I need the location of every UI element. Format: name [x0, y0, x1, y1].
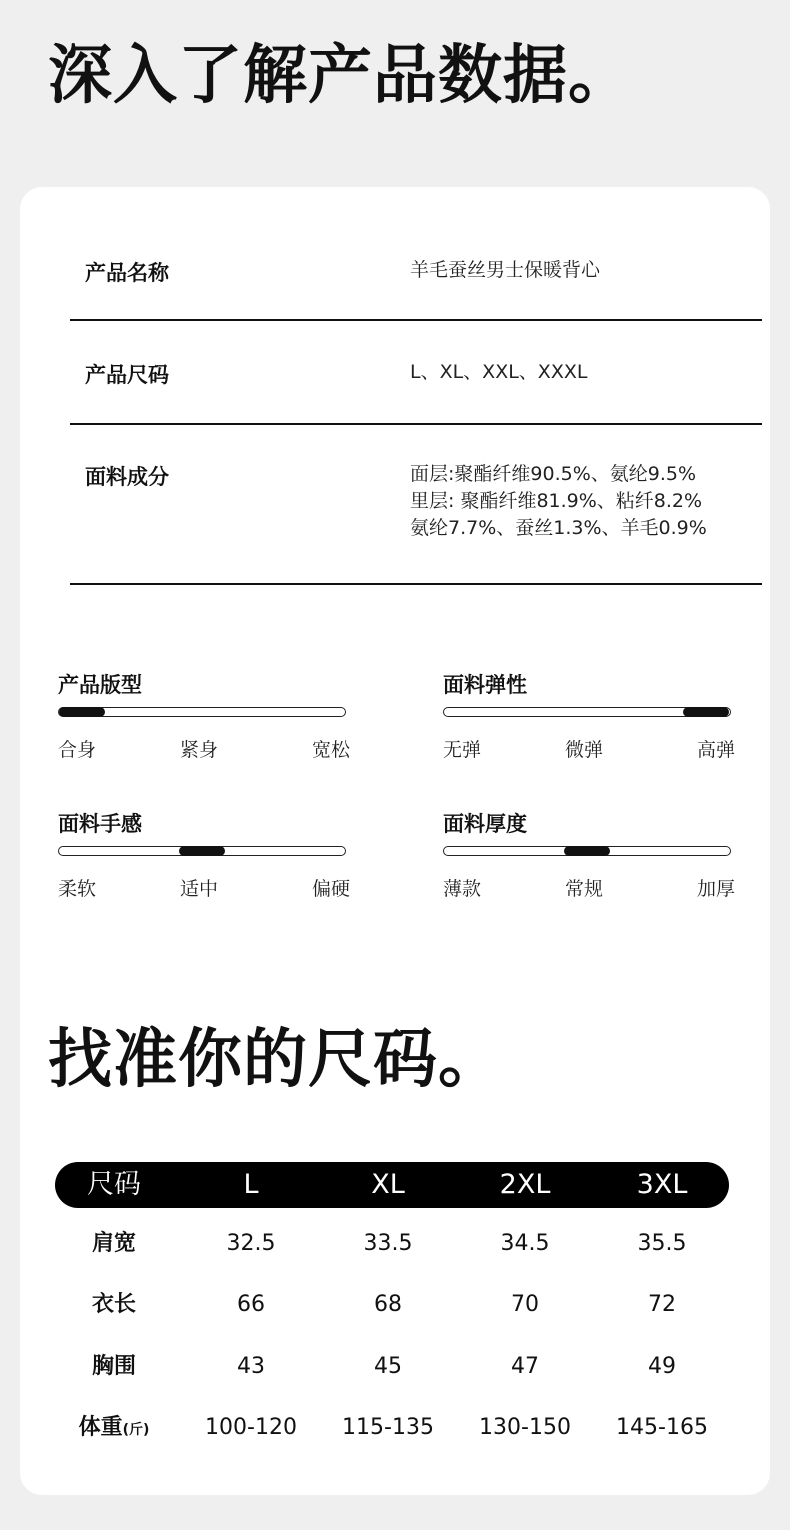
fabric-line: 面层:聚酯纤维90.5%、氨纶9.5% — [410, 463, 697, 485]
attribute-label: 微弹 — [565, 739, 604, 761]
table-cell: 47 — [511, 1354, 539, 1379]
row-label: 衣长 — [91, 1292, 137, 1317]
table-cell: 32.5 — [226, 1231, 276, 1256]
attribute-track — [443, 707, 731, 717]
row-label-text: 体重 — [78, 1415, 123, 1440]
table-cell: 72 — [648, 1292, 676, 1317]
row-label: 胸围 — [91, 1354, 137, 1379]
attribute-title: 面料厚度 — [443, 812, 527, 836]
attribute-label: 偏硬 — [311, 878, 350, 900]
info-value-fabric — [410, 461, 707, 542]
attribute-label: 紧身 — [180, 739, 219, 761]
row-label: 肩宽 — [91, 1231, 137, 1256]
table-row — [55, 1413, 729, 1443]
info-label: 产品尺码 — [85, 363, 169, 387]
find-size-heading: 找准你的尺码。 — [48, 1023, 503, 1097]
divider — [70, 319, 762, 321]
fabric-line: 里层: 聚酯纤维81.9%、粘纤8.2% — [410, 490, 703, 512]
attribute-title: 面料手感 — [58, 812, 142, 836]
attribute-label: 宽松 — [311, 739, 350, 761]
attribute-label: 柔软 — [58, 878, 97, 900]
attribute-title: 面料弹性 — [443, 673, 527, 697]
table-row — [55, 1352, 729, 1382]
size-header-cell: 2XL — [499, 1169, 551, 1200]
info-value: L、XL、XXL、XXXL — [410, 361, 588, 383]
size-header-cell: L — [243, 1169, 259, 1200]
row-label-unit: (斤) — [122, 1422, 150, 1438]
attribute-track — [58, 707, 346, 717]
divider — [70, 583, 762, 585]
fabric-line: 氨纶7.7%、蚕丝1.3%、羊毛0.9% — [410, 517, 707, 539]
attribute-indicator — [564, 846, 610, 856]
table-cell: 70 — [511, 1292, 539, 1317]
table-cell: 34.5 — [500, 1231, 550, 1256]
attribute-track — [443, 846, 731, 856]
table-cell: 66 — [237, 1292, 265, 1317]
attribute-label: 加厚 — [696, 878, 735, 900]
attribute-indicator — [683, 707, 729, 717]
size-header-cell: 尺码 — [87, 1169, 141, 1200]
table-cell: 33.5 — [363, 1231, 413, 1256]
attribute-indicator — [59, 707, 105, 717]
attribute-track — [58, 846, 346, 856]
table-cell: 115-135 — [342, 1415, 434, 1440]
table-cell: 35.5 — [637, 1231, 687, 1256]
attribute-label: 适中 — [180, 878, 219, 900]
table-row — [55, 1290, 729, 1320]
table-cell: 45 — [374, 1354, 402, 1379]
divider — [70, 423, 762, 425]
info-label: 产品名称 — [85, 261, 169, 285]
info-value: 羊毛蚕丝男士保暖背心 — [410, 259, 601, 281]
attribute-label: 高弹 — [696, 739, 735, 761]
size-header-cell: XL — [371, 1169, 405, 1200]
attribute-label: 无弹 — [443, 739, 482, 761]
attribute-label: 合身 — [58, 739, 97, 761]
table-cell: 49 — [648, 1354, 676, 1379]
attribute-title: 产品版型 — [58, 673, 142, 697]
size-table-header — [55, 1162, 729, 1208]
attribute-label: 常规 — [565, 878, 604, 900]
attribute-indicator — [179, 846, 225, 856]
row-label — [79, 1413, 150, 1445]
attribute-label: 薄款 — [443, 878, 482, 900]
table-row — [55, 1229, 729, 1259]
table-cell: 43 — [237, 1354, 265, 1379]
table-cell: 100-120 — [205, 1415, 297, 1440]
table-cell: 130-150 — [479, 1415, 571, 1440]
table-cell: 68 — [374, 1292, 402, 1317]
size-header-cell: 3XL — [636, 1169, 688, 1200]
info-label: 面料成分 — [85, 465, 169, 489]
product-data-heading: 深入了解产品数据。 — [48, 39, 633, 113]
table-cell: 145-165 — [616, 1415, 708, 1440]
